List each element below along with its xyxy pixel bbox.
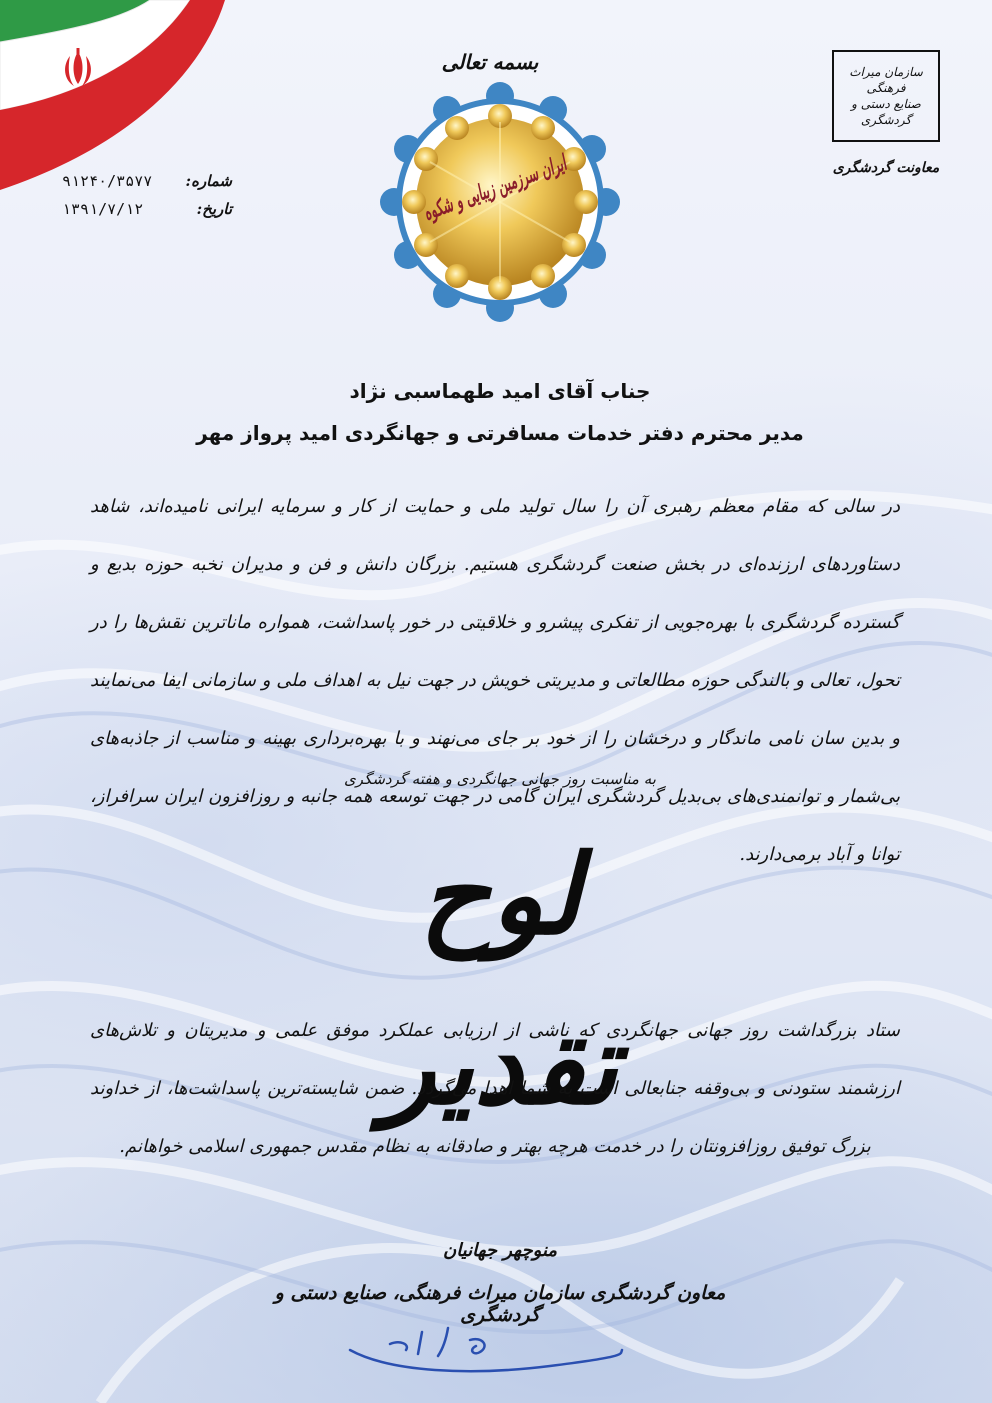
- signatory-name: منوچهر جهانیان: [442, 1240, 558, 1261]
- letter-number-row: [62, 172, 232, 190]
- body-paragraph: در سالی که مقام معظم رهبری آن را سال تولید ملی و حمایت از کار و سرمایه ایرانی نامیده‌اند، شاهد دستاوردهای ارزنده‌ای در بخش صنعت گردشگری هستیم. بزرگان دانش و فن و مدیران نخبه حوزه بدیع و گسترده گردشگری با بهره‌جویی از تفکری پیشرو و خلاقیتی در خور پاسداشت، همواره ماناترین نقش‌ها را در تحول، تعالی و بالندگی حوزه مطالعاتی و مدیریتی خویش در جهت نیل به اهداف ملی و سازمانی ایفا می‌نمایند و بدین سان نامی ماندگار و درخشان را از خود بر جای می‌نهند و با بهره‌برداری بهینه و مناسب از جاذبه‌های بی‌شمار و توانمندی‌های بی‌بدیل گردشگری ایران گامی در جهت توسعه همه جانبه و روزافزون ایران سرافراز، توانا و آباد برمی‌دارند.: [90, 496, 900, 865]
- closing-paragraph: ستاد بزرگداشت روز جهانی جهانگردی که ناشی از ارزیابی عملکرد موفق علمی و مدیریتان و تلاش‌های ارزشمند ستودنی و بی‌وقفه جنابعالی است به شما اهدا می‌گردد. ضمن شایسته‌ترین پاسداشت‌ها، از خداوند بزرگ توفیق روزافزونتان را در خدمت هرچه بهتر و صادقانه به نظام مقدس جمهوری اسلامی خواهانم.: [90, 1020, 900, 1157]
- letter-number-label: شماره:: [185, 172, 232, 190]
- occasion-line: به مناسبت روز جهانی جهانگردی و هفته گردشگری: [344, 770, 656, 788]
- organization-department: معاونت گردشگری: [832, 160, 940, 176]
- signatory-title: معاون گردشگری سازمان میراث فرهنگی، صنایع دستی و گردشگری: [274, 1282, 726, 1326]
- addressee-title: مدیر محترم دفتر خدمات مسافرتی و جهانگردی امید پرواز مهر: [196, 421, 804, 445]
- letter-date-label: تاریخ:: [196, 200, 232, 218]
- letter-date-row: [62, 200, 232, 218]
- addressee-block: [150, 370, 850, 454]
- certificate-title: لوح تقدیر: [382, 830, 618, 1129]
- org-logo-line-2: صنایع دستی و گردشگری: [851, 97, 921, 128]
- basmala-heading: بسمه تعالی: [441, 50, 539, 74]
- letter-date-value: ۱۳۹۱/۷/۱۲: [62, 200, 144, 218]
- handwritten-signature: [330, 1310, 630, 1380]
- organization-logo: [832, 50, 940, 142]
- iran-flag-emblem: [0, 0, 260, 190]
- medal-text: ایران سرزمین زیبایی و شکوه: [419, 108, 685, 226]
- addressee-name: جناب آقای امید طهماسبی نژاد: [349, 379, 651, 403]
- letter-number-value: ۹۱۲۴۰/۳۵۷۷: [62, 172, 153, 190]
- org-logo-line-1: سازمان میراث فرهنگی: [849, 64, 923, 95]
- letter-metadata: [62, 172, 232, 228]
- medal-emblem: [380, 82, 685, 322]
